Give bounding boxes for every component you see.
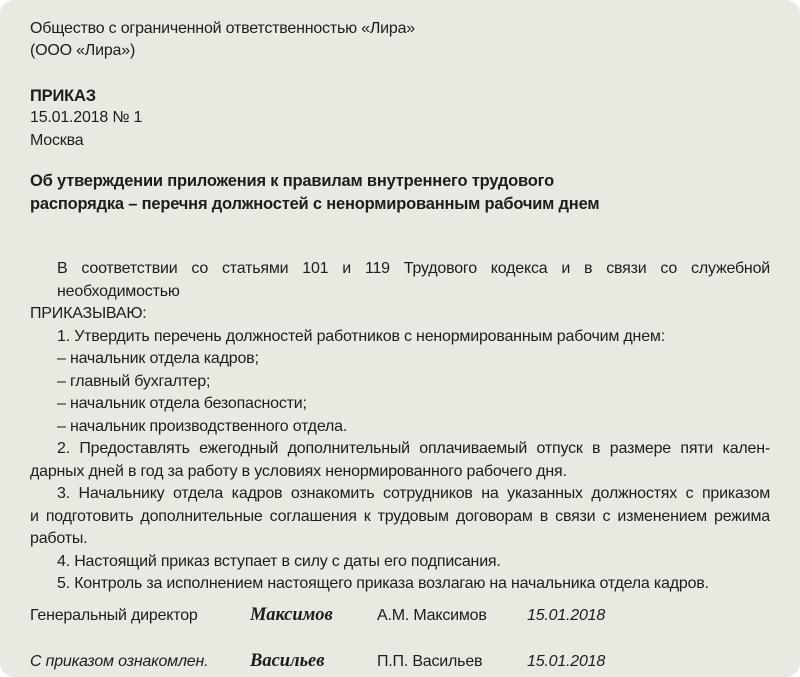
body-line: 3. Начальнику отдела кадров ознакомить сотрудников на указанных должностях с приказом: [57, 485, 770, 502]
body-line: 2. Предоставлять ежегодный дополнительный оплачиваемый отпуск в размере пяти кален-: [57, 440, 770, 457]
body-line: – начальник производственного отдела.: [57, 417, 348, 435]
body-line: 4. Настоящий приказ вступает в силу с даты его подписания.: [57, 552, 501, 570]
signature-role: Генеральный директор: [30, 606, 198, 624]
body-line: дарных дней в год за работу в условиях ненормированного рабочего дня.: [30, 462, 567, 480]
signature-autograph: Васильев: [250, 650, 325, 671]
signature-row-acknowledged: [30, 650, 770, 673]
signature-name: П.П. Васильев: [377, 652, 483, 670]
body-line: – начальник отдела безопасности;: [57, 395, 307, 412]
document-meta: [30, 85, 770, 152]
document-subject: [30, 170, 770, 216]
signature-date: 15.01.2018: [527, 652, 606, 670]
company-full-name: Общество с ограниченной ответственностью «Лира»: [30, 20, 415, 37]
document-date-number: 15.01.2018 № 1: [30, 109, 143, 126]
body-line: – главный бухгалтер;: [57, 372, 211, 390]
signature-autograph: Максимов: [250, 604, 333, 625]
body-line: 5. Контроль за исполнением настоящего приказа возлагаю на начальника отдела кадров.: [57, 575, 709, 592]
signature-role: С приказом ознакомлен.: [30, 652, 209, 670]
signature-date: 15.01.2018: [527, 606, 606, 624]
body-line: В соответствии со статьями 101 и 119 Трудового кодекса и в связи со служебной необходимостью: [57, 260, 770, 300]
company-header: [30, 18, 770, 62]
signature-row-director: [30, 604, 770, 627]
signatures-section: [30, 604, 770, 673]
signature-name: А.М. Максимов: [377, 606, 487, 624]
body-line: работы.: [30, 530, 88, 547]
document-city: Москва: [30, 131, 84, 149]
document-type-title: ПРИКАЗ: [30, 87, 96, 105]
body-line: – начальник отдела кадров;: [57, 350, 259, 367]
body-line: ПРИКАЗЫВАЮ:: [30, 305, 147, 322]
document-body: [30, 258, 770, 596]
body-line: и подготовить дополнительные соглашения к трудовым договорам в связи с изменением режима: [30, 507, 770, 525]
body-line: 1. Утвердить перечень должностей работников с ненормированным рабочим днем:: [57, 327, 665, 345]
subject-line: распорядка – перечня должностей с ненормированным рабочим днем: [30, 195, 600, 213]
company-short-name: (ООО «Лира»): [30, 42, 136, 59]
subject-line: Об утверждении приложения к правилам внутреннего трудового: [30, 172, 554, 190]
